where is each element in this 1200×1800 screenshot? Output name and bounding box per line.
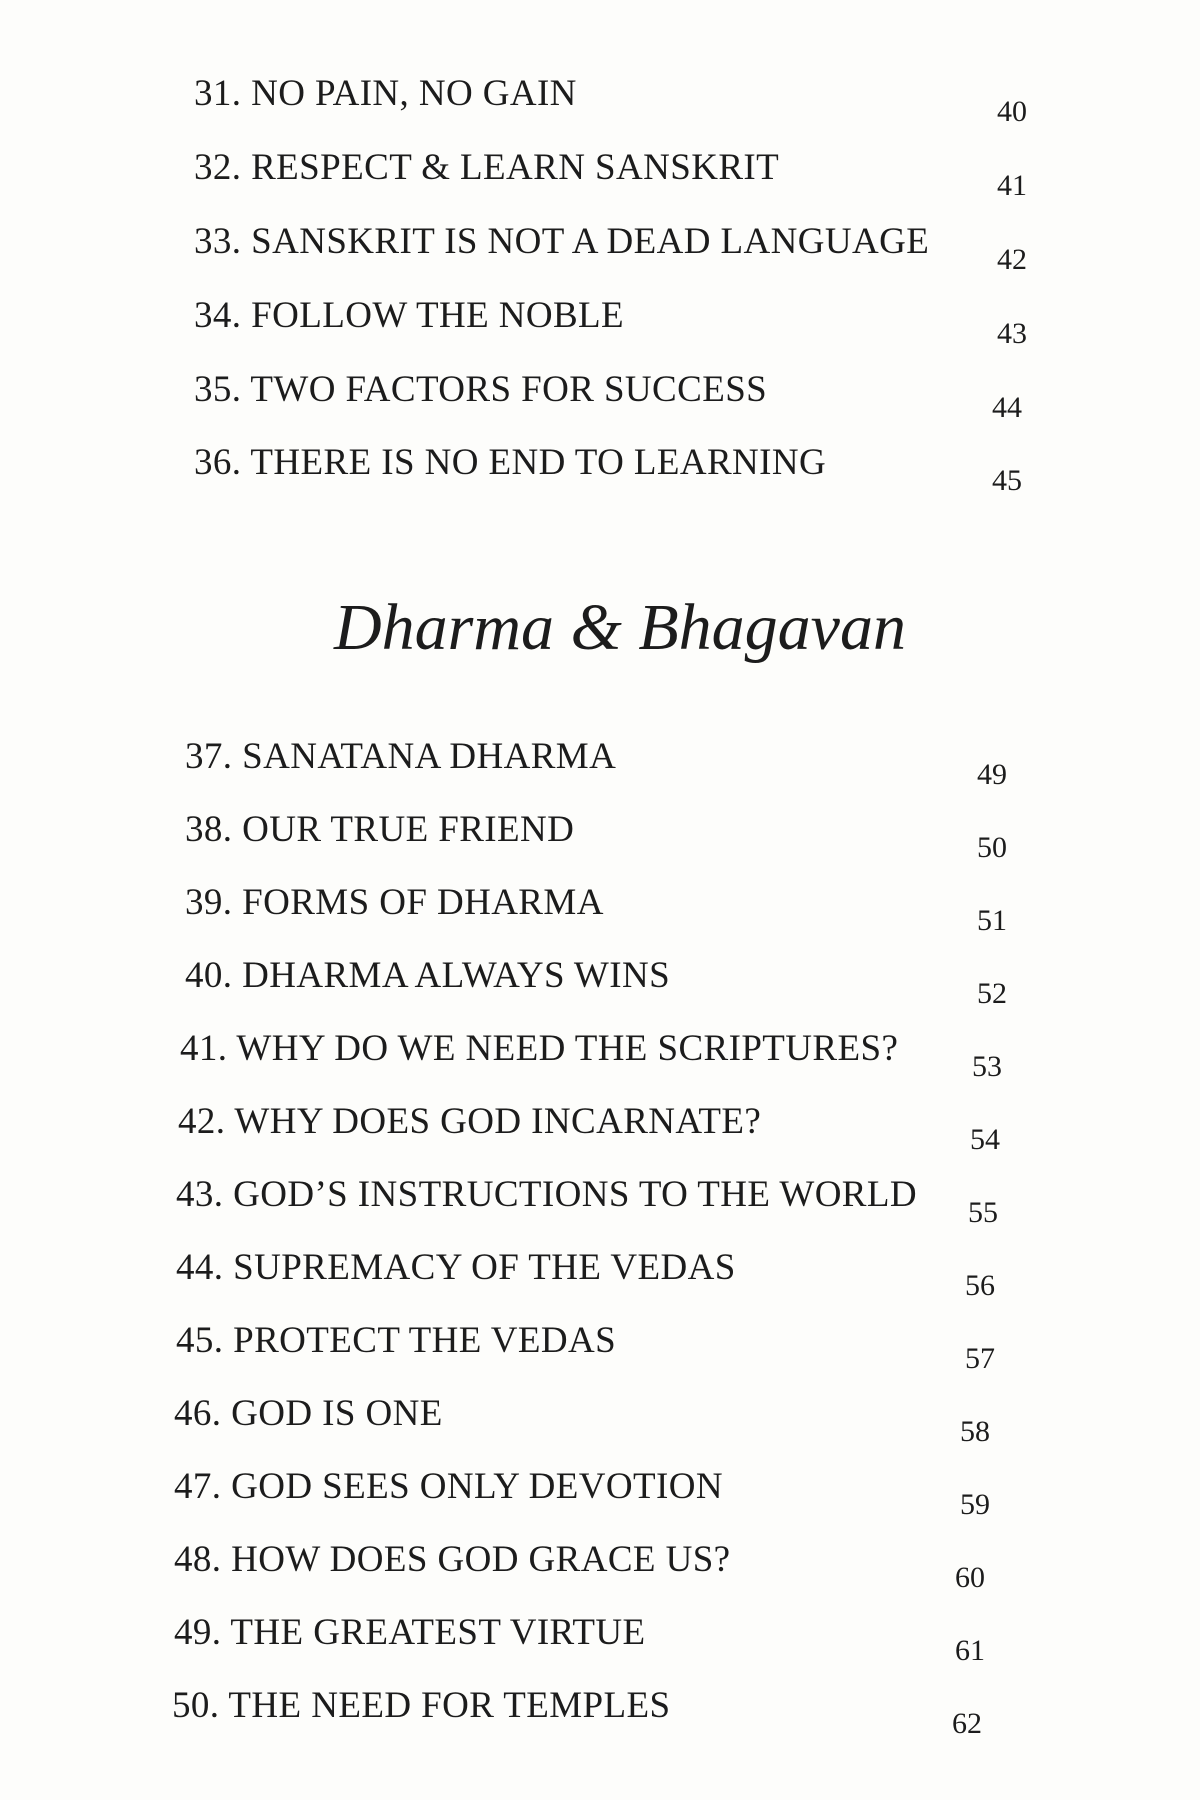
toc-entry <box>0 808 1200 868</box>
entry-page-number: 60 <box>955 1561 985 1594</box>
entry-title: 36. THERE IS NO END TO LEARNING <box>194 442 827 483</box>
entry-title: 40. DHARMA ALWAYS WINS <box>185 955 671 996</box>
entry-title: 42. WHY DOES GOD INCARNATE? <box>178 1101 762 1142</box>
entry-page-number: 54 <box>970 1123 1000 1156</box>
entry-page-number: 42 <box>997 243 1027 276</box>
toc-entry <box>0 881 1200 941</box>
toc-entry <box>0 1173 1200 1233</box>
entry-page-number: 55 <box>968 1196 998 1229</box>
toc-entry <box>0 294 1200 354</box>
toc-entry <box>0 1465 1200 1525</box>
entry-page-number: 61 <box>955 1634 985 1667</box>
entry-page-number: 62 <box>952 1707 982 1740</box>
toc-entry <box>0 1611 1200 1671</box>
toc-entry <box>0 1100 1200 1160</box>
entry-page-number: 49 <box>977 758 1007 791</box>
entry-title: 46. GOD IS ONE <box>174 1393 443 1434</box>
toc-entry <box>0 220 1200 280</box>
entry-page-number: 57 <box>965 1342 995 1375</box>
entry-title: 43. GOD’S INSTRUCTIONS TO THE WORLD <box>176 1174 918 1215</box>
entry-title: 41. WHY DO WE NEED THE SCRIPTURES? <box>180 1028 899 1069</box>
entry-page-number: 44 <box>992 391 1022 424</box>
entry-title: 49. THE GREATEST VIRTUE <box>174 1612 646 1653</box>
entry-title: 50. THE NEED FOR TEMPLES <box>172 1685 671 1726</box>
toc-entry <box>0 72 1200 132</box>
entry-page-number: 58 <box>960 1415 990 1448</box>
entry-page-number: 50 <box>977 831 1007 864</box>
entry-page-number: 43 <box>997 317 1027 350</box>
entry-title: 31. NO PAIN, NO GAIN <box>194 73 577 114</box>
toc-entry <box>0 441 1200 501</box>
section-heading: Dharma & Bhagavan <box>334 591 906 664</box>
toc-entry <box>0 1684 1200 1744</box>
entry-page-number: 40 <box>997 95 1027 128</box>
entry-page-number: 41 <box>997 169 1027 202</box>
entry-title: 38. OUR TRUE FRIEND <box>185 809 575 850</box>
entry-title: 45. PROTECT THE VEDAS <box>176 1320 617 1361</box>
toc-entry <box>0 1027 1200 1087</box>
entry-title: 35. TWO FACTORS FOR SUCCESS <box>194 369 768 410</box>
entry-page-number: 51 <box>977 904 1007 937</box>
toc-entry <box>0 954 1200 1014</box>
entry-title: 32. RESPECT & LEARN SANSKRIT <box>194 147 780 188</box>
entry-page-number: 59 <box>960 1488 990 1521</box>
entry-title: 37. SANATANA DHARMA <box>185 736 617 777</box>
toc-entry <box>0 368 1200 428</box>
toc-entry <box>0 146 1200 206</box>
entry-title: 47. GOD SEES ONLY DEVOTION <box>174 1466 723 1507</box>
toc-entry <box>0 1392 1200 1452</box>
entry-title: 48. HOW DOES GOD GRACE US? <box>174 1539 731 1580</box>
entry-title: 44. SUPREMACY OF THE VEDAS <box>176 1247 736 1288</box>
entry-page-number: 53 <box>972 1050 1002 1083</box>
toc-entry <box>0 735 1200 795</box>
entry-title: 39. FORMS OF DHARMA <box>185 882 604 923</box>
toc-entry <box>0 1246 1200 1306</box>
entry-page-number: 45 <box>992 464 1022 497</box>
toc-entry <box>0 1538 1200 1598</box>
entry-title: 34. FOLLOW THE NOBLE <box>194 295 625 336</box>
entry-page-number: 56 <box>965 1269 995 1302</box>
entry-title: 33. SANSKRIT IS NOT A DEAD LANGUAGE <box>194 221 930 262</box>
toc-entry <box>0 1319 1200 1379</box>
entry-page-number: 52 <box>977 977 1007 1010</box>
